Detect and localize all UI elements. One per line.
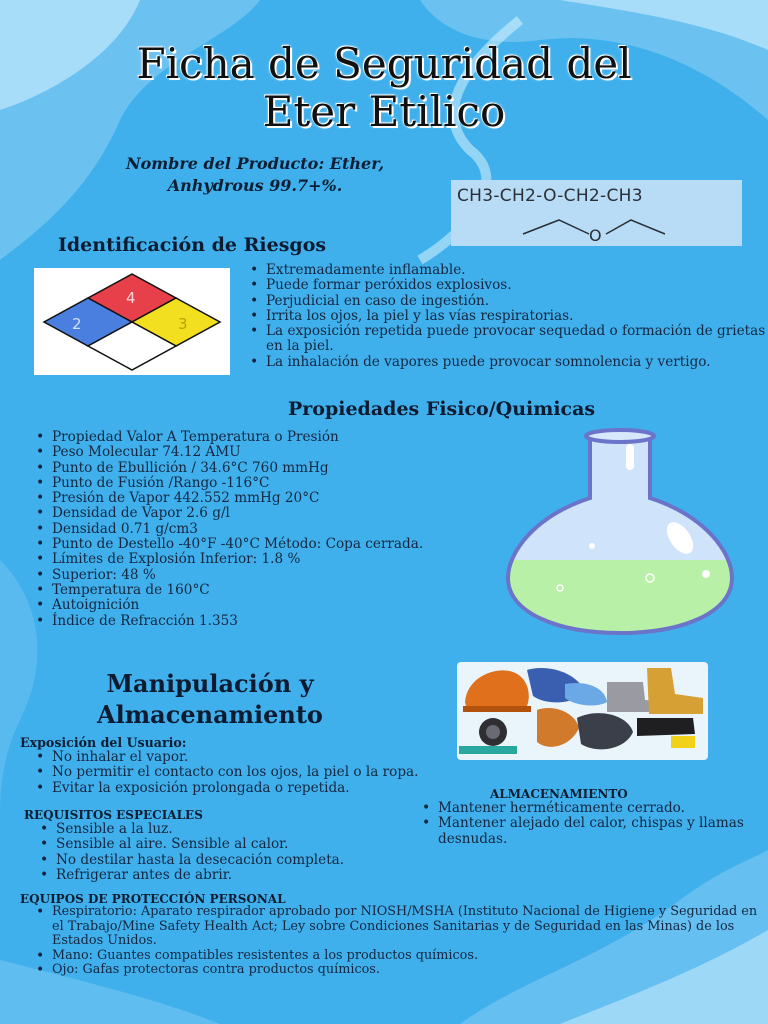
- list-item: • No destilar hasta la desecación completa.: [34, 853, 434, 868]
- list-item: • Densidad de Vapor 2.6 g/l: [30, 506, 470, 521]
- list-item: • Evitar la exposición prolongada o repetida.: [30, 781, 550, 796]
- page-title: Ficha de Seguridad del Eter Etilico: [136, 39, 632, 136]
- ppe-equipment-image: [457, 662, 708, 760]
- list-item: • Límites de Explosión Inferior: 1.8 %: [30, 552, 470, 567]
- propiedades-list: [30, 430, 470, 629]
- product-name: Nombre del Producto: Ether, Anhydrous 99.7+%.: [125, 154, 385, 195]
- section-heading-riesgos: Identificación de Riesgos: [58, 234, 327, 256]
- structural-formula: [451, 180, 742, 246]
- list-item: • La exposición repetida puede provocar sequedad o formación de grietas en la piel.: [244, 324, 768, 355]
- list-item: • Sensible al aire. Sensible al calor.: [34, 837, 434, 852]
- list-item: • Propiedad Valor A Temperatura o Presión: [30, 430, 470, 445]
- list-item: • Punto de Fusión /Rango -116°C: [30, 476, 470, 491]
- nfpa-diamond-icon: [34, 268, 230, 375]
- section-heading-propiedades: Propiedades Fisico/Quimicas: [288, 398, 596, 420]
- equipos-list: [30, 905, 760, 978]
- subheading-exposicion: Exposición del Usuario:: [20, 735, 187, 750]
- formula-text: CH3-CH2-O-CH2-CH3: [457, 186, 643, 206]
- section-heading-manipulacion: Manipulación y Almacenamiento: [97, 669, 323, 729]
- nfpa-diamond: [34, 268, 230, 375]
- riesgos-list: [244, 263, 768, 370]
- list-item: • No inhalar el vapor.: [30, 750, 550, 765]
- list-item: • Presión de Vapor 442.552 mmHg 20°C: [30, 491, 470, 506]
- list-item: • La inhalación de vapores puede provocar somnolencia y vertigo.: [244, 355, 768, 370]
- flask-icon: [500, 428, 740, 638]
- subheading-almacenamiento: ALMACENAMIENTO: [490, 787, 628, 801]
- list-item: • Perjudicial en caso de ingestión.: [244, 294, 768, 309]
- list-item: • Mantener alejado del calor, chispas y llamas desnudas.: [416, 816, 761, 847]
- nfpa-reactivity: 3: [178, 315, 188, 333]
- list-item: • Punto de Ebullición / 34.6°C 760 mmHg: [30, 461, 470, 476]
- list-item: • Índice de Refracción 1.353: [30, 614, 470, 629]
- list-item: • Densidad 0.71 g/cm3: [30, 522, 470, 537]
- list-item: • Temperatura de 160°C: [30, 583, 470, 598]
- list-item: • Mantener herméticamente cerrado.: [416, 801, 761, 816]
- list-item: • Superior: 48 %: [30, 568, 470, 583]
- list-item: • Mano: Guantes compatibles resistentes a los productos químicos.: [30, 949, 760, 964]
- exposicion-list: [30, 750, 550, 796]
- almacenamiento-list: [416, 801, 761, 847]
- list-item: • Respiratorio: Aparato respirador aprobado por NIOSH/MSHA (Instituto Nacional de Higiene y Seguridad en el Trabajo/Mine Safety Health Act; Ley sobre Condiciones Sanitarias y de Seguridad en las Minas) de los Estados Unidos.: [30, 905, 760, 949]
- list-item: • Peso Molecular 74.12 AMU: [30, 445, 470, 460]
- subheading-requisitos: REQUISITOS ESPECIALES: [24, 808, 203, 822]
- list-item: • Ojo: Gafas protectoras contra productos químicos.: [30, 963, 760, 978]
- list-item: • Irrita los ojos, la piel y las vías respiratorias.: [244, 309, 768, 324]
- oxygen-label: O: [589, 226, 602, 245]
- ppe-icon: [457, 662, 708, 760]
- subheading-equipos: EQUIPOS DE PROTECCIÓN PERSONAL: [20, 892, 286, 906]
- list-item: • Punto de Destello -40°F -40°C Método: Copa cerrada.: [30, 537, 452, 552]
- list-item: • Sensible a la luz.: [34, 822, 434, 837]
- nfpa-flammability: 4: [126, 289, 136, 307]
- list-item: • No permitir el contacto con los ojos, la piel o la ropa.: [30, 765, 550, 780]
- list-item: • Autoignición: [30, 598, 470, 613]
- list-item: • Refrigerar antes de abrir.: [34, 868, 434, 883]
- nfpa-health: 2: [72, 315, 82, 333]
- list-item: • Puede formar peróxidos explosivos.: [244, 278, 768, 293]
- requisitos-list: [34, 822, 434, 883]
- list-item: • Extremadamente inflamable.: [244, 263, 768, 278]
